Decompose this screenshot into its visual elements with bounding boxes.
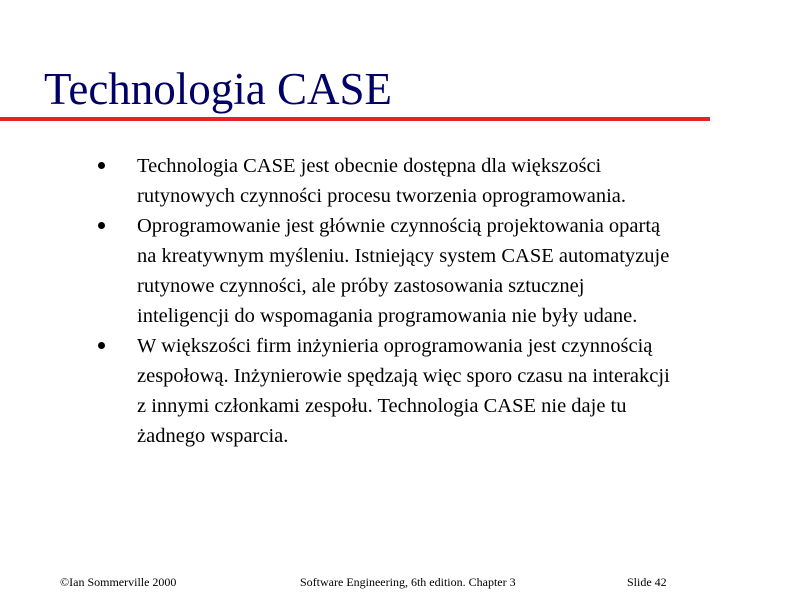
bullet-dot-icon (98, 222, 105, 229)
footer-copyright: ©Ian Sommerville 2000 (60, 575, 177, 589)
bullet-dot-icon (98, 342, 105, 349)
bullet-item (0, 151, 810, 211)
bullet-item (0, 331, 810, 451)
bullet-item (0, 211, 810, 331)
bullet-text: Oprogramowanie jest głównie czynnością projektowania opartą na kreatywnym myśleniu. Istniejący system CASE automatyzuje rutynowe czynności, ale próby zastosowania sztucznej inteligencji do wspomagania programowania nie były udane. (137, 215, 670, 327)
bullet-text: Technologia CASE jest obecnie dostępna dla większości rutynowych czynności procesu tworzenia oprogramowania. (137, 155, 626, 207)
footer-book-title: Software Engineering, 6th edition. Chapter 3 (300, 575, 516, 589)
bullet-text: W większości firm inżynieria oprogramowania jest czynnością zespołową. Inżynierowie spędzają więc sporo czasu na interakcji z innymi członkami zespołu. Technologia CASE nie daje tu żadnego wsparcia. (137, 335, 670, 447)
slide-title: Technologia CASE (44, 64, 393, 114)
title-underline (0, 117, 710, 121)
bullet-list (0, 151, 810, 451)
footer-slide-number: Slide 42 (627, 575, 667, 589)
bullet-dot-icon (98, 162, 105, 169)
